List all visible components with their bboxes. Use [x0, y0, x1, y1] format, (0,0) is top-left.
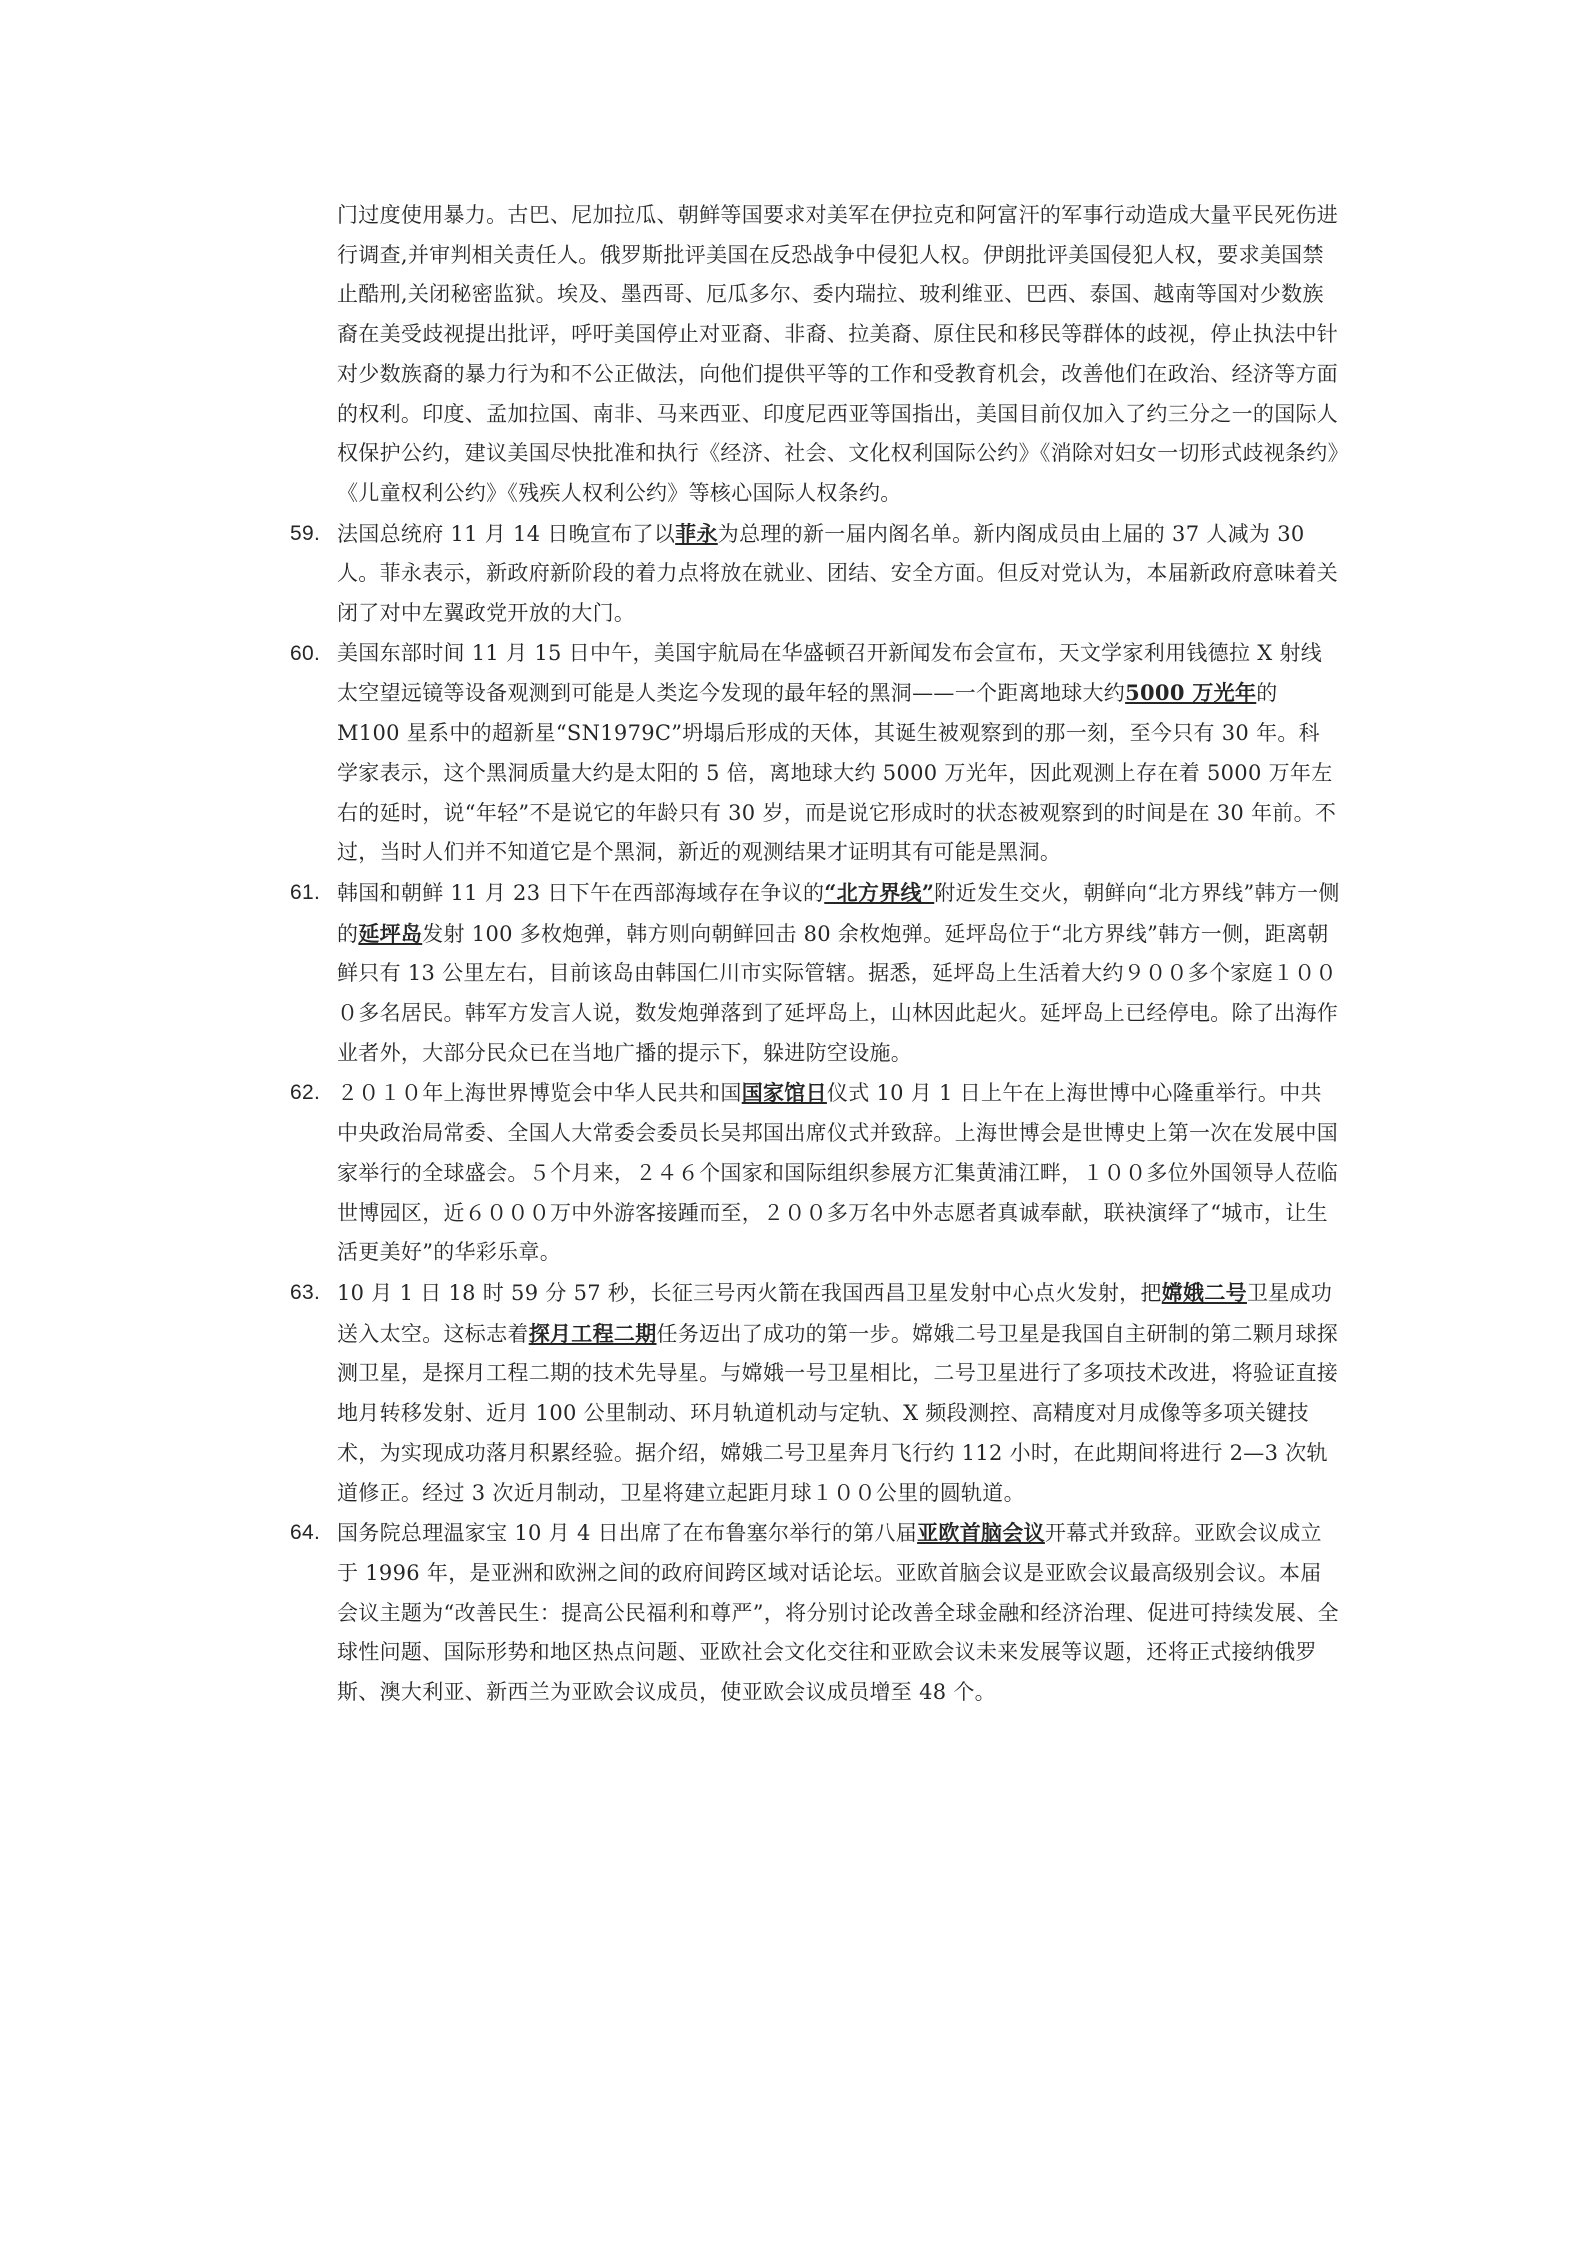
list-item-62 — [290, 1073, 1340, 1273]
continuation-paragraph: 门过度使用暴力。古巴、尼加拉瓜、朝鲜等国要求对美军在伊拉克和阿富汗的军事行动造成大量平民死伤进行调查,并审判相关责任人。俄罗斯批评美国在反恐战争中侵犯人权。伊朗批评美国侵犯人权，要求美国禁止酷刑,关闭秘密监狱。埃及、墨西哥、厄瓜多尔、委内瑞拉、玻利维亚、巴西、泰国、越南等国对少数族裔在美受歧视提出批评，呼吁美国停止对亚裔、非裔、拉美裔、原住民和移民等群体的歧视，停止执法中针对少数族裔的暴力行为和不公正做法，向他们提供平等的工作和受教育机会，改善他们在政治、经济等方面的权利。印度、孟加拉国、南非、马来西亚、印度尼西亚等国指出，美国目前仅加入了约三分之一的国际人权保护公约，建议美国尽快批准和执行《经济、社会、文化权利国际公约》《消除对妇女一切形式歧视条约》《儿童权利公约》《残疾人权利公约》等核心国际人权条约。 — [337, 203, 1339, 505]
list-item-64 — [290, 1513, 1340, 1713]
keyword-highlight: 探月工程二期 — [528, 1320, 657, 1346]
keyword-highlight: 嫦娥二号 — [1161, 1279, 1247, 1305]
item-text: 卫星成功送入太空。这标志着 — [337, 1280, 1333, 1346]
list-item-61 — [290, 873, 1340, 1074]
keyword-highlight: “北方界线” — [824, 879, 935, 905]
item-text: 仪式 10 月 1 日上午在上海世博中心隆重举行。中共中央政治局常委、全国人大常委会委员长吴邦国出席仪式并致辞。上海世博会是世博史上第一次在发展中国家举行的全球盛会。５个月来，２４６个国家和国际组织参展方汇集黄浦江畔，１００多位外国领导人莅临世博园区，近６０００万中外游客接踵而至，２００多万名中外志愿者真诚奉献，联袂演绎了“城市，让生活更美好”的华彩乐章。 — [337, 1081, 1339, 1265]
item-text: 美国东部时间 11 月 15 日中午，美国宇航局在华盛顿召开新闻发布会宣布，天文学家利用钱德拉 X 射线太空望远镜等设备观测到可能是人类迄今发现的最年轻的黑洞——一个距离地球大约 — [337, 640, 1323, 706]
item-number: 62. — [290, 1081, 321, 1105]
item-text: ２０１０年上海世界博览会中华人民共和国 — [337, 1081, 742, 1106]
item-text: 韩国和朝鲜 11 月 23 日下午在西部海域存在争议的 — [337, 880, 825, 905]
keyword-highlight: 国家馆日 — [741, 1080, 827, 1106]
item-text: 10 月 1 日 18 时 59 分 57 秒，长征三号丙火箭在我国西昌卫星发射中心点火发射，把 — [337, 1280, 1162, 1305]
keyword-highlight: 5000 万光年 — [1125, 680, 1257, 706]
list-item-59 — [290, 514, 1340, 634]
item-number: 61. — [290, 880, 321, 904]
keyword-highlight: 菲永 — [675, 520, 718, 546]
item-text: 的 M100 星系中的超新星“SN1979C”坍塌后形成的天体，其诞生被观察到的那一刻，至今只有 30 年。科学家表示，这个黑洞质量大约是太阳的 5 倍，离地球大约 5000 万光年，因此观测上存在着 5000 万年左右的延时，说“年轻”不是说它的年龄只有 30 岁，而是说它形成时的状态被观察到的时间是在 30 年前。不过，当时人们并不知道它是个黑洞，新近的观测结果才证明其有可能是黑洞。 — [337, 681, 1337, 865]
item-text: 为总理的新一届内阁名单。新内阁成员由上届的 37 人减为 30 人。菲永表示，新政府新阶段的着力点将放在就业、团结、安全方面。但反对党认为，本届新政府意味着关闭了对中左翼政党开放的大门。 — [337, 521, 1339, 626]
item-number: 59. — [290, 521, 321, 545]
item-number: 63. — [290, 1280, 321, 1304]
item-text: 法国总统府 11 月 14 日晚宣布了以 — [337, 521, 676, 546]
item-text: 开幕式并致辞。亚欧会议成立于 1996 年，是亚洲和欧洲之间的政府间跨区域对话论坛。亚欧首脑会议是亚欧会议最高级别会议。本届会议主题为“改善民生：提高公民福利和尊严”，将分别讨论改善全球金融和经济治理、促进可持续发展、全球性问题、国际形势和地区热点问题、亚欧社会文化交往和亚欧会议未来发展等议题，还将正式接纳俄罗斯、澳大利亚、新西兰为亚欧会议成员，使亚欧会议成员增至 48 个。 — [337, 1521, 1339, 1705]
item-text: 国务院总理温家宝 10 月 4 日出席了在布鲁塞尔举行的第八届 — [337, 1521, 918, 1546]
item-text: 发射 100 多枚炮弹，韩方则向朝鲜回击 80 余枚炮弹。延坪岛位于“北方界线”韩方一侧，距离朝鲜只有 13 公里左右，目前该岛由韩国仁川市实际管辖。据悉，延坪岛上生活着大约９００多个家庭１０００多名居民。韩军方发言人说，数发炮弹落到了延坪岛上，山林因此起火。延坪岛上已经停电。除了出海作业者外，大部分民众已在当地广播的提示下，躲进防空设施。 — [337, 921, 1339, 1065]
item-number: 60. — [290, 641, 321, 665]
item-number: 64. — [290, 1521, 321, 1545]
list-item-63 — [290, 1273, 1340, 1513]
document-body — [290, 196, 1340, 1713]
keyword-highlight: 亚欧首脑会议 — [917, 1520, 1045, 1546]
item-text: 任务迈出了成功的第一步。嫦娥二号卫星是我国自主研制的第二颗月球探测卫星，是探月工程二期的技术先导星。与嫦娥一号卫星相比，二号卫星进行了多项技术改进，将验证直接地月转移发射、近月 100 公里制动、环月轨道机动与定轨、X 频段测控、高精度对月成像等多项关键技术，为实现成功落月积累经验。据介绍，嫦娥二号卫星奔月飞行约 112 小时，在此期间将进行 2—3 次轨道修正。经过 3 次近月制动，卫星将建立起距月球１００公里的圆轨道。 — [337, 1321, 1339, 1505]
list-item-60 — [290, 634, 1340, 873]
keyword-highlight: 延坪岛 — [358, 920, 423, 946]
item-text: 附近发生交火，朝鲜向“北方界线”韩方一侧的 — [337, 880, 1340, 946]
